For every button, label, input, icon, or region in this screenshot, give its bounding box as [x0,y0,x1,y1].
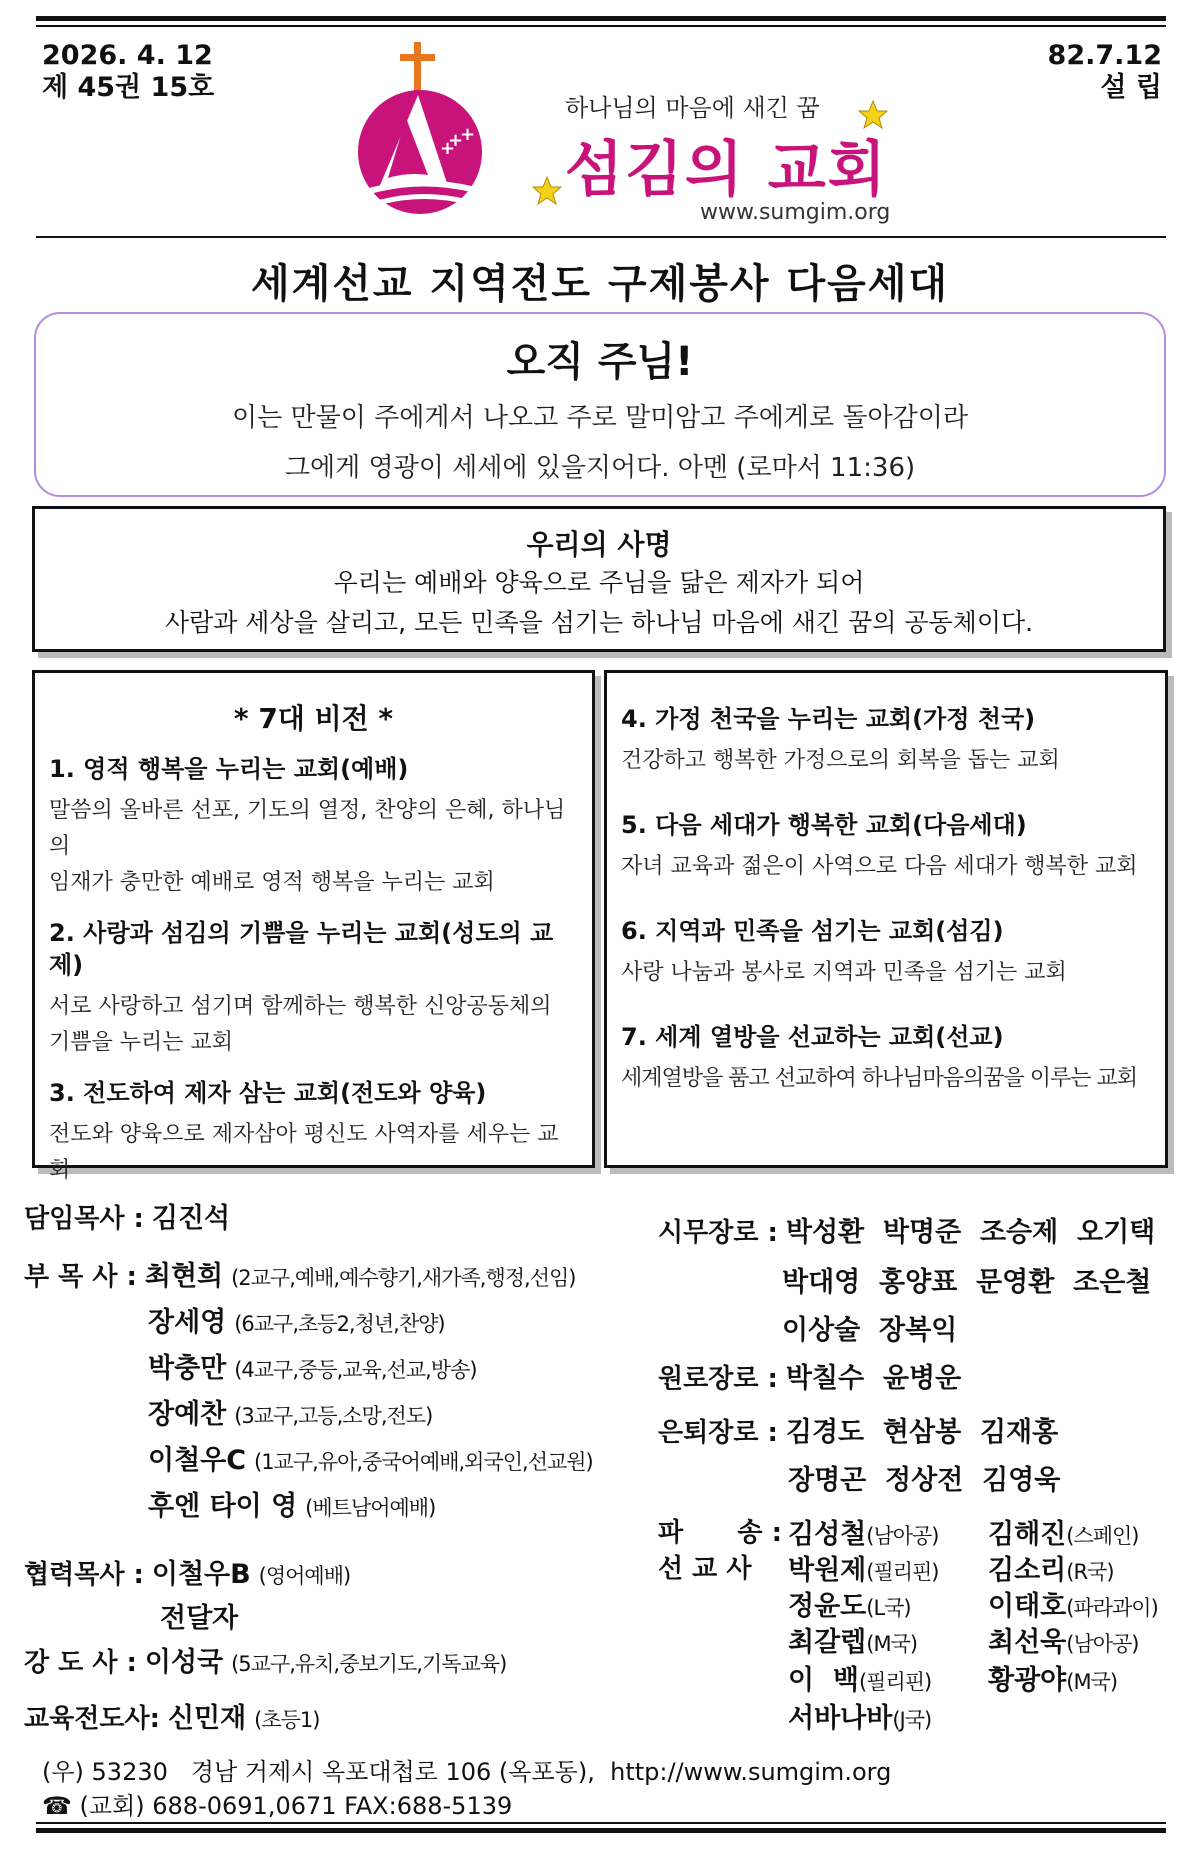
missionary-name: 최갈렙 [788,1627,867,1658]
missionary-country: (스페인) [1066,1524,1139,1548]
associate-pastor-name: 이철우C [148,1445,247,1476]
verse-title: 오직 주님! [506,339,694,385]
missionary-name: 김해진 [988,1519,1067,1550]
vision-desc-line: 서로 사랑하고 섬기며 함께하는 행복한 신앙공동체의 [49,994,552,1019]
phone-numbers: (교회) 688-0691,0671 FAX:688-5139 [79,1792,513,1820]
education-evangelist-role: (초등1) [254,1708,320,1732]
missionary-country: (R국) [1066,1560,1114,1584]
missionary-name: 이 백 [788,1665,859,1696]
mission-box [32,506,1166,652]
associate-pastor-name: 최현희 [144,1261,224,1292]
missionary-name: 김성철 [788,1519,867,1550]
svg-text:+: + [448,130,464,151]
missionaries-label: 선 교 사 [658,1554,752,1584]
missionary-country: (M국) [866,1632,918,1656]
cooperating-pastor-role: (영어예배) [258,1564,351,1588]
founded-date: 82.7.12 [1047,40,1162,71]
associate-pastor-role: (베트남어예배) [305,1496,436,1520]
missionary-country: (필리핀) [866,1560,939,1584]
missionary-country: (L국) [866,1596,911,1620]
church-logo-icon [348,40,498,220]
bottom-rule-thick [36,1828,1166,1833]
staff-left [24,1196,624,1716]
svg-text:+: + [460,124,476,145]
evangelist-role: (5교구,유치,중보기도,기독교육) [231,1652,507,1676]
church-phone [42,1786,512,1821]
missionaries-label: 파 송 : [658,1518,782,1548]
vision-box-left [32,670,595,1183]
star-icon [858,100,888,130]
vision-item-title: 3. 전도하여 제자 삼는 교회(전도와 양육) [49,1079,487,1107]
evangelist-label: 강 도 사 : [24,1648,137,1678]
mission-title: 우리의 사명 [526,528,672,561]
missionary-name: 최선욱 [988,1627,1067,1658]
founding-info [1048,40,1162,104]
cooperating-pastor-label: 협력목사 : [24,1560,144,1590]
associate-pastor-name: 장예찬 [148,1399,227,1430]
education-evangelist-name: 신민재 [167,1703,247,1734]
vision-item-desc [49,989,578,1061]
vision-item-desc: 세계열방을 품고 선교하여 하나님마음의꿈을 이루는 교회 [621,1066,1138,1091]
associate-pastor-role: (1교구,유아,중국어예배,외국인,선교원) [254,1450,593,1474]
cooperating-pastor-name: 이철우B [151,1559,251,1590]
mission-line: 우리는 예배와 양육으로 주님을 닮은 제자가 되어 [333,568,865,597]
issue-volume: 제 45권 15호 [42,72,215,103]
vision-item-desc: 전도와 양육으로 제자삼아 평신도 사역자를 세우는 교회 [49,1122,559,1183]
verse-line: 그에게 영광이 세세에 있을지어다. 아멘 (로마서 11:36) [284,453,916,483]
missionary-name: 이태호 [988,1591,1067,1622]
top-rule-thick [36,16,1166,21]
active-elders-names: 박성환 박명준 조승제 오기택 [785,1217,1156,1248]
associate-pastor-role: (2교구,예배,예수향기,새가족,행정,선임) [231,1266,576,1290]
associate-pastor-role: (4교구,중등,교육,선교,방송) [234,1358,477,1382]
vision-item-desc: 건강하고 행복한 가정으로의 회복을 돕는 교회 [621,748,1060,773]
church-slogan: 세계선교 지역전도 구제봉사 다음세대 [250,261,950,307]
verse-line: 이는 만물이 주에게서 나오고 주로 말미암고 주에게로 돌아감이라 [232,403,968,433]
cooperating-pastor-name: 전달자 [160,1603,239,1634]
issue-info [42,40,214,104]
associate-pastor-role: (3교구,고등,소망,전도) [234,1404,433,1428]
missionary-country: (M국) [1066,1670,1118,1694]
svg-text:+: + [440,138,456,159]
mission-line: 사람과 세상을 살리고, 모든 민족을 섬기는 하나님 마음에 새긴 꿈의 공동체이다. [164,608,1034,637]
vision-desc-line: 기쁨을 누리는 교회 [49,1030,234,1055]
vision-item-desc: 자녀 교육과 젊은이 사역으로 다음 세대가 행복한 교회 [621,854,1138,879]
vision-title: * 7대 비전 * [233,702,394,735]
associate-pastor-name: 후엔 타이 영 [148,1491,298,1522]
senior-pastor-name: 김진석 [151,1203,231,1234]
retired-elders-label: 은퇴장로 : [658,1418,778,1448]
phone-icon: ☎ [42,1792,72,1820]
staff-left-lower [24,1640,624,1760]
star-icon [532,176,562,206]
vision-item-title: 1. 영적 행복을 누리는 교회(예배) [49,755,409,783]
emeritus-elders-label: 원로장로 : [658,1364,778,1394]
missionary-country: (J국) [892,1708,932,1732]
missionary-country: (필리핀) [858,1670,932,1694]
vision-item-desc: 사랑 나눔과 봉사로 지역과 민족을 섬기는 교회 [621,960,1067,985]
vision-desc-line: 말씀의 올바른 선포, 기도의 열정, 찬양의 은혜, 하나님의 [49,798,566,859]
senior-pastor-label: 담임목사 : [24,1204,144,1234]
vision-item-title: 7. 세계 열방을 선교하는 교회(선교) [621,1023,1004,1051]
verse-box [34,312,1166,497]
emeritus-elders-names: 박칠수 윤병운 [785,1363,962,1394]
vision-desc-line: 임재가 충만한 예배로 영적 행복을 누리는 교회 [49,870,495,895]
education-evangelist-label: 교육전도사: [24,1704,160,1734]
vision-box-right [604,670,1168,1168]
associate-pastor-label: 부 목 사 : [24,1262,137,1292]
active-elders-label: 시무장로 : [658,1218,778,1248]
bottom-rule-thin [36,1822,1166,1824]
tagline: 하나님의 마음에 새긴 꿈 [565,94,820,122]
church-name: 섬김의 교회 [565,135,888,205]
vision-item-title: 4. 가정 천국을 누리는 교회(가정 천국) [621,705,1036,733]
retired-elders-names: 장명곤 정상전 김영욱 [788,1465,1061,1496]
founded-label: 설 립 [1100,72,1162,103]
vision-item-title: 5. 다음 세대가 행복한 교회(다음세대) [621,811,1027,839]
staff-right [658,1210,1178,1750]
associate-pastor-name: 장세영 [148,1307,227,1338]
vision-item-title: 6. 지역과 민족을 섬기는 교회(섬김) [621,917,1004,945]
missionary-country: (남아공) [866,1524,939,1548]
active-elders-names: 이상술 장복익 [782,1315,958,1346]
missionary-name: 황광야 [988,1665,1067,1696]
missionary-name: 김소리 [988,1555,1067,1586]
missionary-name: 정윤도 [788,1591,867,1622]
issue-date: 2026. 4. 12 [42,40,213,71]
vision-item-desc [49,793,578,901]
associate-pastor-role: (6교구,초등2,청년,찬양) [234,1312,445,1336]
top-rule-thin [36,25,1166,27]
church-address: (우) 53230 경남 거제시 옥포대첩로 106 (옥포동), http://www.sumgim.org [42,1758,892,1786]
active-elders-names: 박대영 홍양표 문영환 조은철 [782,1267,1152,1298]
missionary-country: (남아공) [1066,1632,1139,1656]
missionary-country: (파라과이) [1066,1596,1158,1620]
missionary-name: 박원제 [788,1555,867,1586]
vision-item-title: 2. 사랑과 섬김의 기쁨을 누리는 교회(성도의 교제) [49,919,554,979]
retired-elders-names: 김경도 현삼봉 김재홍 [785,1417,1059,1448]
header-divider [36,236,1166,238]
missionary-name: 서바나바 [788,1703,893,1734]
associate-pastor-name: 박충만 [148,1353,227,1384]
evangelist-name: 이성국 [144,1647,224,1678]
website-url: www.sumgim.org [700,200,891,225]
